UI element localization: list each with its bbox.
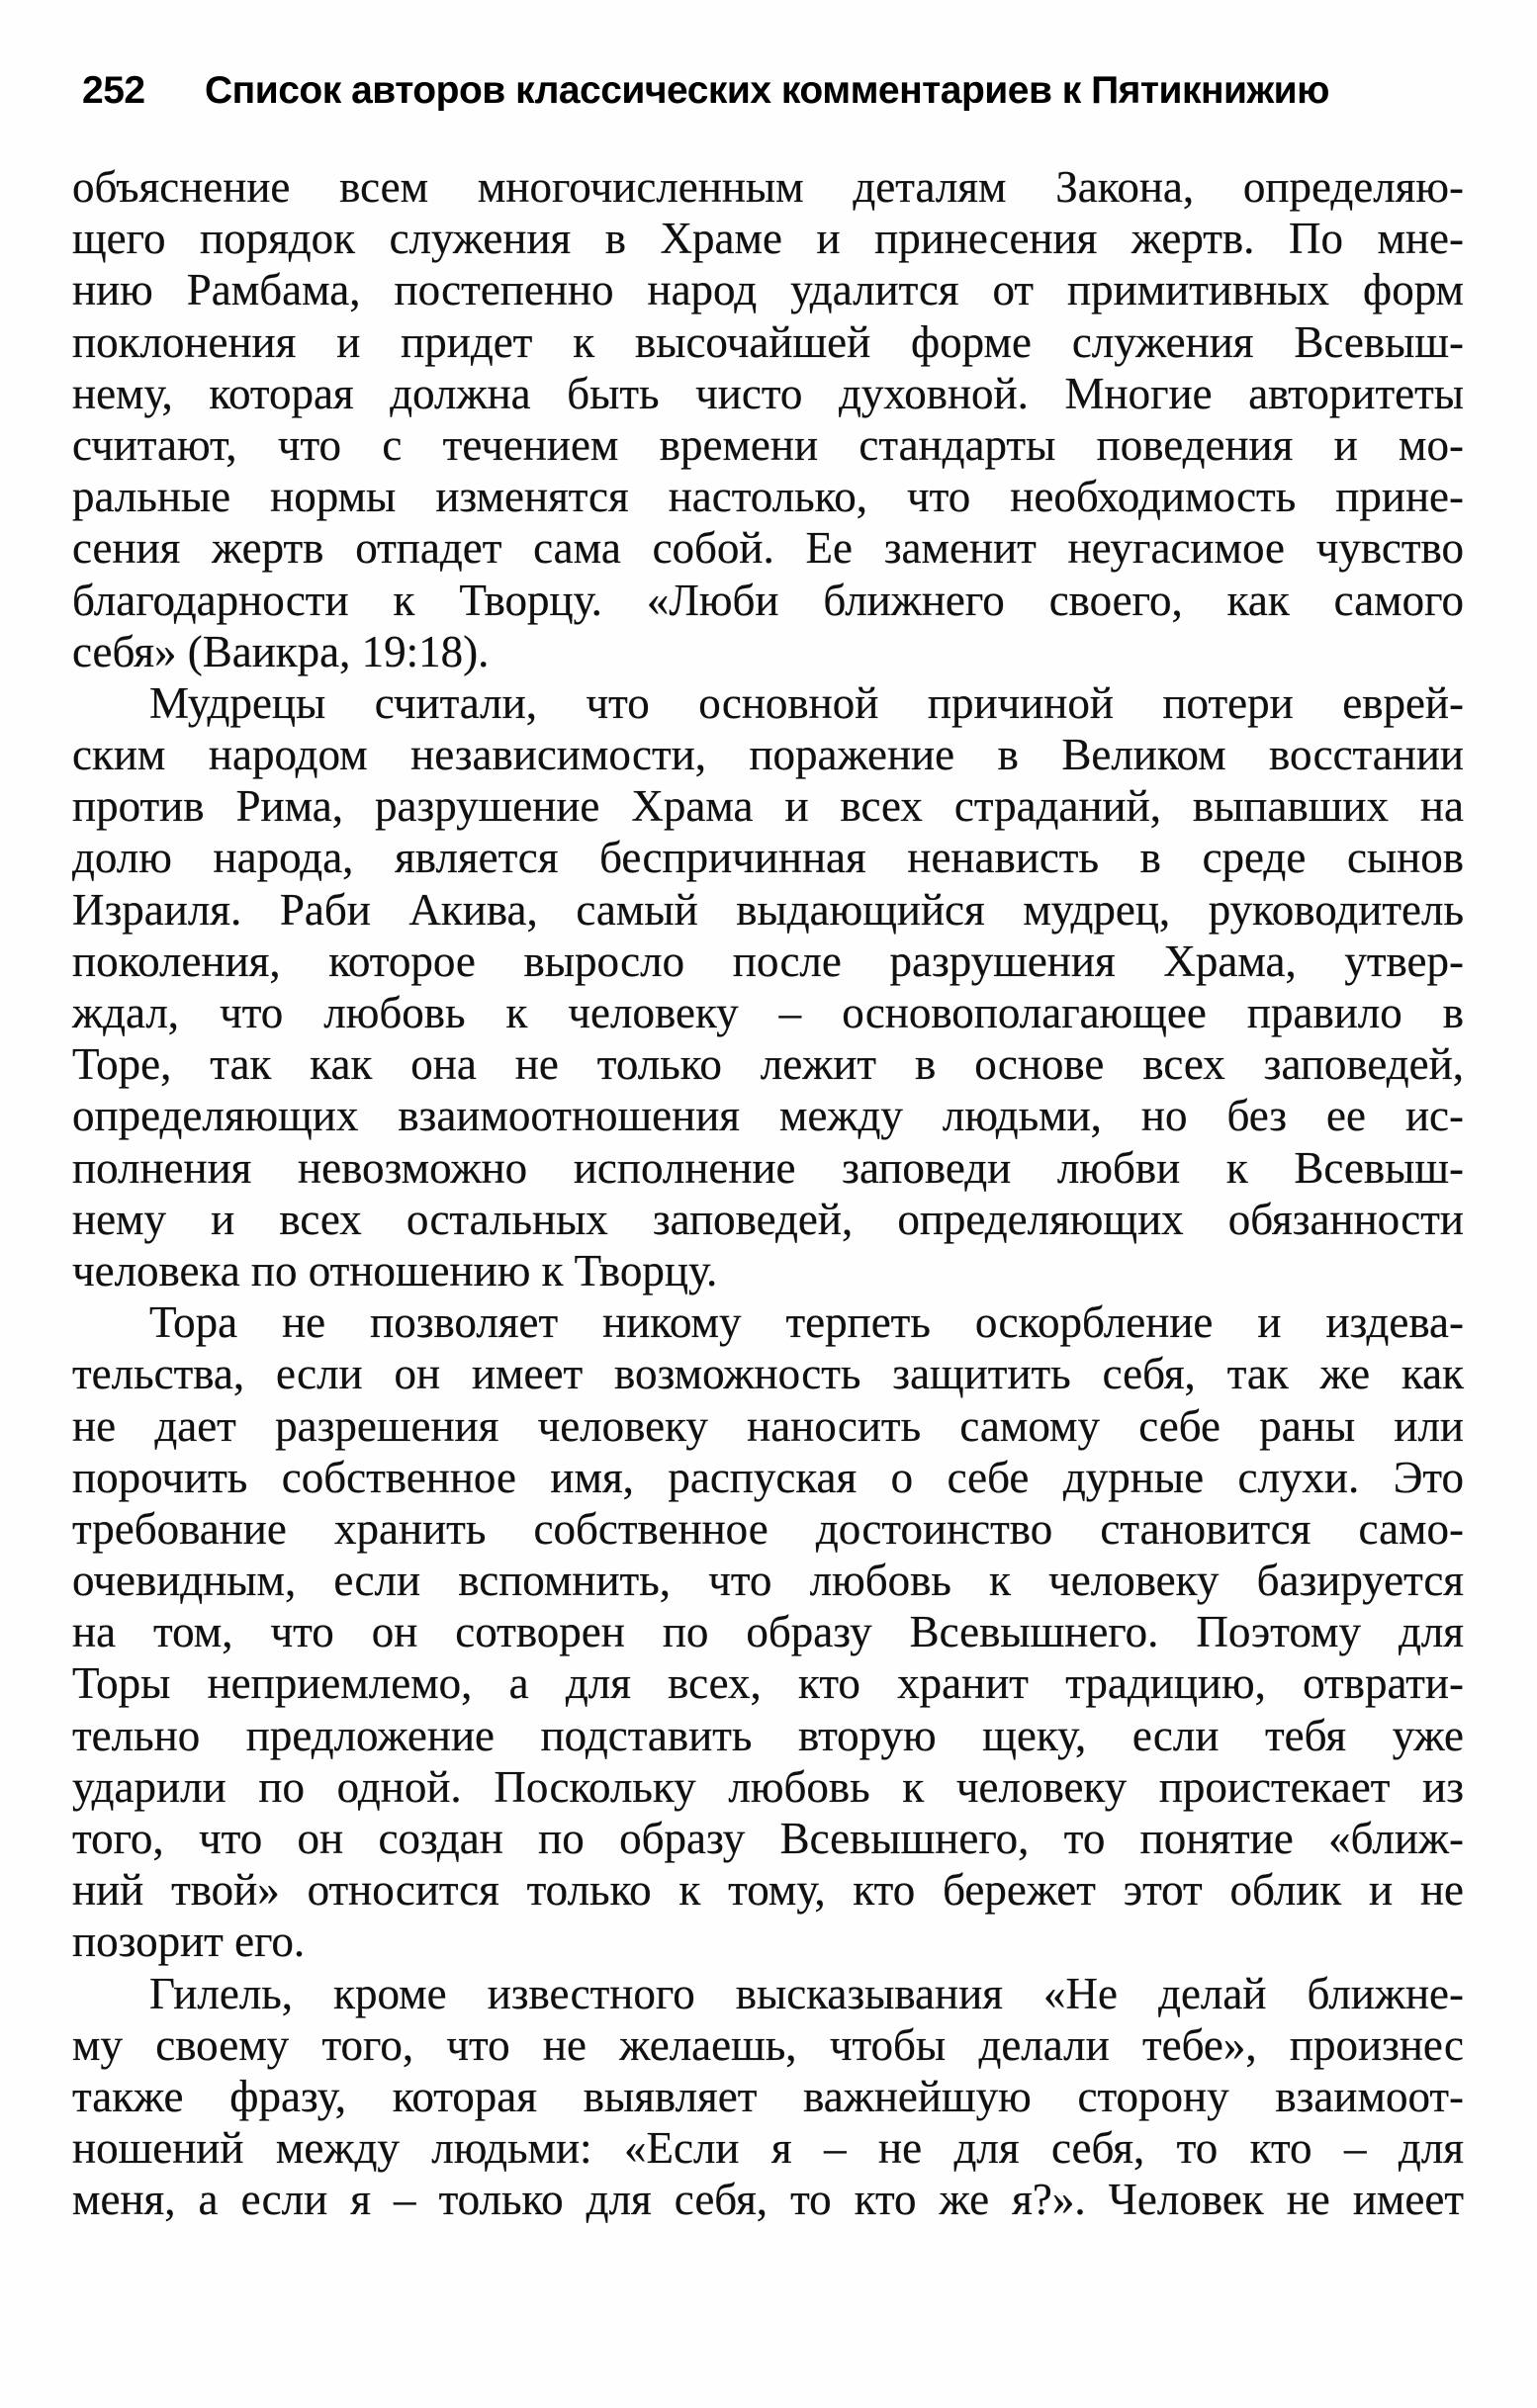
text-line: порочить собственное имя, распуская о себе дурные слухи. Это <box>72 1452 1464 1502</box>
text-line: тельно предложение подставить вторую щеку, если тебя уже <box>72 1710 1464 1760</box>
page-header <box>82 69 1478 113</box>
text-line: Гилель, кроме известного высказывания «Не делай ближне- <box>149 1968 1464 2018</box>
text-line: нему, которая должна быть чисто духовной. Многие авторитеты <box>72 368 1464 418</box>
text-line: не дает разрешения человеку наносить самому себе раны или <box>72 1400 1464 1451</box>
text-line: ральные нормы изменятся настолько, что необходимость прине- <box>72 472 1464 522</box>
text-line: му своему того, что не желаешь, чтобы делали тебе», произнес <box>72 2019 1464 2070</box>
text-line: объяснение всем многочисленным деталям Закона, определяю- <box>72 162 1464 212</box>
text-line: ношений между людьми: «Если я – не для себя, то кто – для <box>72 2123 1464 2174</box>
text-line: на том, что он сотворен по образу Всевышнего. Поэтому для <box>72 1607 1464 1657</box>
text-line: ждал, что любовь к человеку – основополагающее правило в <box>72 988 1464 1037</box>
text-line: себя» (Ваикра, 19:18). <box>72 626 490 676</box>
text-line: Торы неприемлемо, а для всех, кто хранит традицию, отврати- <box>72 1658 1464 1709</box>
page-number: 252 <box>82 69 145 112</box>
text-line: ским народом независимости, поражение в Великом восстании <box>72 730 1464 780</box>
text-line: полнения невозможно исполнение заповеди любви к Всевыш- <box>72 1142 1464 1193</box>
text-line: позорит его. <box>72 1917 306 1967</box>
text-line: Тора не позволяет никому терпеть оскорбление и издева- <box>149 1297 1464 1348</box>
running-head: Список авторов классических комментариев к Пятикнижию <box>205 69 1329 112</box>
text-line: сения жертв отпадет сама собой. Ее заменит неугасимое чувство <box>72 523 1464 574</box>
text-line: поколения, которое выросло после разрушения Храма, утвер- <box>72 936 1464 986</box>
body-text <box>72 161 1464 2226</box>
text-line: определяющих взаимоотношения между людьми, но без ее ис- <box>72 1091 1464 1141</box>
text-line: поклонения и придет к высочайшей форме служения Всевыш- <box>72 316 1464 367</box>
text-line: считают, что с течением времени стандарты поведения и мо- <box>72 419 1464 470</box>
text-line: Мудрецы считали, что основной причиной потери еврей- <box>149 677 1464 728</box>
text-line: нию Рамбама, постепенно народ удалится от примитивных форм <box>72 265 1464 315</box>
text-line: Израиля. Раби Акива, самый выдающийся мудрец, руководитель <box>72 884 1464 935</box>
text-line: нему и всех остальных заповедей, определяющих обязанности <box>72 1194 1464 1244</box>
text-line: того, что он создан по образу Всевышнего, то понятие «ближ- <box>72 1814 1464 1863</box>
text-line: благодарности к Творцу. «Люби ближнего своего, как самого <box>72 575 1464 625</box>
text-line: ударили по одной. Поскольку любовь к человеку проистекает из <box>72 1761 1464 1812</box>
text-line: тельства, если он имеет возможность защитить себя, так же как <box>72 1349 1464 1399</box>
text-line: Торе, так как она не только лежит в основе всех заповедей, <box>72 1039 1464 1090</box>
text-line: щего порядок служения в Храме и принесения жертв. По мне- <box>72 214 1464 264</box>
text-line: очевидным, если вспомнить, что любовь к человеку базируется <box>72 1556 1464 1606</box>
text-line: меня, а если я – только для себя, то кто же я?». Человек не имеет <box>72 2175 1464 2225</box>
text-line: также фразу, которая выявляет важнейшую сторону взаимоот- <box>72 2071 1464 2121</box>
text-line: человека по отношению к Творцу. <box>72 1245 718 1295</box>
text-line: ний твой» относится только к тому, кто бережет этот облик и не <box>72 1865 1464 1916</box>
text-line: долю народа, является беспричинная ненависть в среде сынов <box>72 833 1464 883</box>
text-line: требование хранить собственное достоинство становится само- <box>72 1503 1464 1554</box>
text-line: против Рима, разрушение Храма и всех страданий, выпавших на <box>72 781 1464 832</box>
